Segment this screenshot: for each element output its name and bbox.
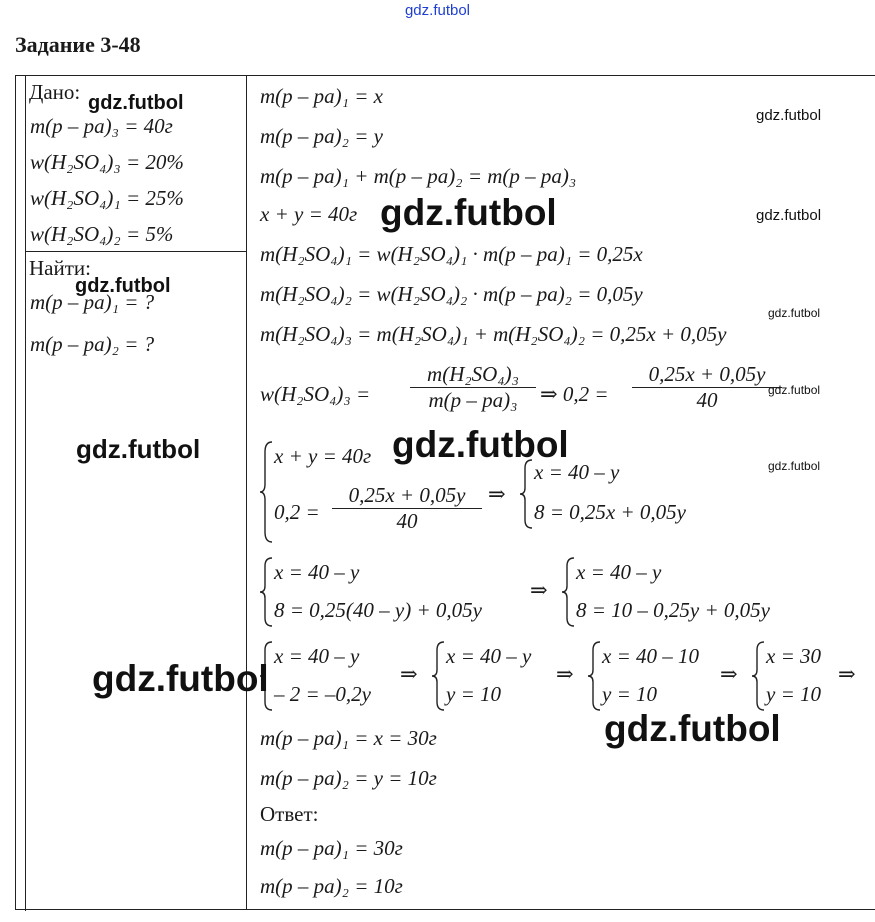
watermark: gdz.futbol: [76, 434, 201, 464]
solution-line: m(H₂SO₄)₁ = w(H₂SO₄)₁ · m(p – pa)₁ = 0,25x: [260, 242, 643, 266]
ratio-num-1: m(H₂SO₄)₃: [410, 362, 536, 388]
arrow-icon: ⇒: [838, 662, 856, 686]
brace-icon: [518, 458, 534, 530]
sys2-eq-1: x = 40 – y: [274, 560, 360, 584]
brace-icon: [258, 556, 274, 628]
sys3-eq-8: y = 10: [766, 682, 821, 706]
watermark: gdz.futbol: [392, 424, 569, 465]
sys3-eq-6: y = 10: [602, 682, 657, 706]
arrow-icon: ⇒: [400, 662, 418, 686]
answer-label: Ответ:: [260, 802, 319, 826]
sys1-eq-1: x + y = 40г: [274, 444, 372, 468]
brace-icon: [560, 556, 576, 628]
sys1-den: 40: [396, 509, 418, 533]
watermark: gdz.futbol: [88, 92, 184, 114]
solution-line: m(H₂SO₄)₃ = m(H₂SO₄)₁ + m(H₂SO₄)₂ = 0,25x + 0,05y: [260, 322, 727, 346]
brace-icon: [258, 440, 274, 544]
ratio-fraction-2: [632, 362, 782, 413]
watermark: gdz.futbol: [604, 708, 781, 749]
watermark: gdz.futbol: [756, 107, 822, 124]
watermark: gdz.futbol: [768, 306, 821, 320]
brace-icon: [750, 640, 766, 712]
given-header: Дано:: [29, 80, 81, 104]
sys2-eq-4: 8 = 10 – 0,25y + 0,05y: [576, 598, 770, 622]
solution-line: x + y = 40г: [260, 202, 358, 226]
result-line: m(p – pa)₁ = x = 30г: [260, 726, 437, 750]
solution-line: m(p – pa)₁ + m(p – pa)₂ = m(p – pa)₃: [260, 164, 577, 188]
sys1-eq-4: 8 = 0,25x + 0,05y: [534, 500, 686, 524]
arrow-icon: ⇒: [556, 662, 574, 686]
sys1-eq-2-lhs: 0,2 =: [274, 500, 320, 524]
ratio-den-2: 40: [696, 388, 718, 412]
find-header: Найти:: [29, 256, 91, 280]
brace-icon: [430, 640, 446, 712]
find-line: m(p – pa)₂ = ?: [30, 332, 155, 356]
solution-line: m(p – pa)₁ = x: [260, 84, 383, 108]
watermark: gdz.futbol: [380, 192, 557, 233]
sys1-eq-3: x = 40 – y: [534, 460, 620, 484]
sys3-eq-2: – 2 = –0,2y: [274, 682, 371, 706]
ratio-mid: ⇒ 0,2 =: [540, 382, 609, 406]
find-line: m(p – pa)₁ = ?: [30, 290, 155, 314]
sys2-eq-3: x = 40 – y: [576, 560, 662, 584]
sys3-eq-5: x = 40 – 10: [602, 644, 699, 668]
sys1-fraction: [332, 483, 482, 534]
watermark: gdz.futbol: [92, 658, 269, 699]
answer-line: m(p – pa)₂ = 10г: [260, 874, 403, 898]
sys3-eq-3: x = 40 – y: [446, 644, 532, 668]
sys3-eq-4: y = 10: [446, 682, 501, 706]
given-line: m(p – pa)₃ = 40г: [30, 114, 173, 138]
brace-icon: [586, 640, 602, 712]
top-watermark: gdz.futbol: [404, 2, 471, 19]
page-title: Задание 3-48: [15, 32, 141, 57]
answer-line: m(p – pa)₁ = 30г: [260, 836, 403, 860]
arrow-icon: ⇒: [720, 662, 738, 686]
watermark: gdz.futbol: [756, 207, 822, 224]
given-line: w(H₂SO₄)₃ = 20%: [30, 150, 184, 174]
sys3-eq-7: x = 30: [766, 644, 821, 668]
arrow-icon: ⇒: [488, 482, 506, 506]
ratio-den-1: m(p – pa)₃: [428, 388, 518, 412]
ratio-fraction-1: [410, 362, 536, 413]
arrow-icon: ⇒: [530, 578, 548, 602]
watermark: gdz.futbol: [768, 383, 821, 397]
sys3-eq-1: x = 40 – y: [274, 644, 360, 668]
find-section: [25, 252, 247, 911]
watermark: gdz.futbol: [75, 275, 171, 297]
result-line: m(p – pa)₂ = y = 10г: [260, 766, 437, 790]
sys1-num: 0,25x + 0,05y: [332, 483, 482, 509]
solution-line: m(H₂SO₄)₂ = w(H₂SO₄)₂ · m(p – pa)₂ = 0,05y: [260, 282, 643, 306]
watermark: gdz.futbol: [768, 459, 821, 473]
sys2-eq-2: 8 = 0,25(40 – y) + 0,05y: [274, 598, 482, 622]
solution-line: m(p – pa)₂ = y: [260, 124, 383, 148]
given-line: w(H₂SO₄)₁ = 25%: [30, 186, 184, 210]
given-line: w(H₂SO₄)₂ = 5%: [30, 222, 174, 246]
ratio-num-2: 0,25x + 0,05y: [632, 362, 782, 388]
ratio-lhs: w(H₂SO₄)₃ =: [260, 382, 371, 406]
